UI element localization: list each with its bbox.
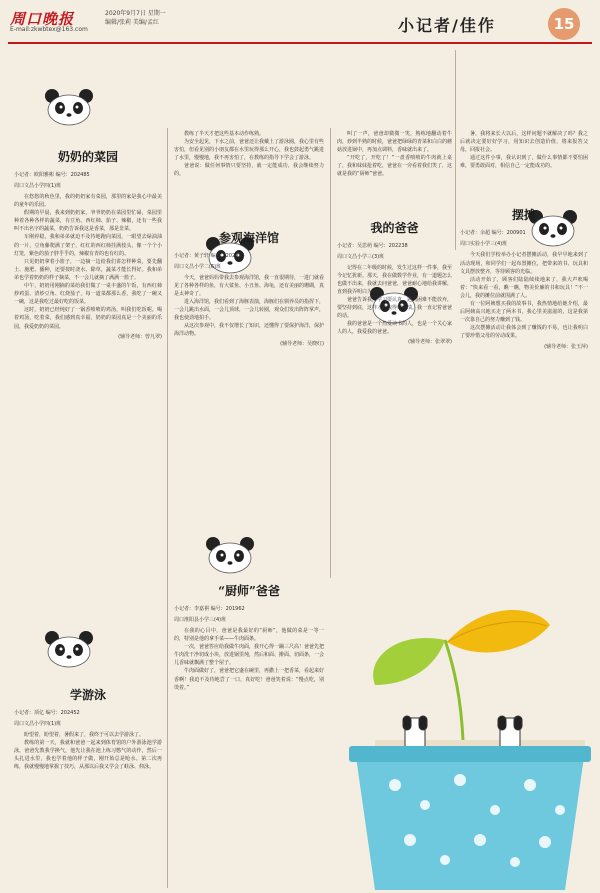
- article-author: 小记者：吴思萌 编号：202238: [337, 242, 408, 249]
- article-school: 周口文昌小学三(3)班: [337, 253, 385, 260]
- paragraph: 牛肉面做好了，爸爸把它盛在碗里，再撒上一把香菜，看起来好香啊！我迫不及待地尝了一口，真好吃！爸爸笑着说：“慢点吃，别烫着。”: [174, 668, 324, 691]
- paragraph: 中午，奶奶用刚摘的菜给我们做了一桌丰盛的午饭，有西红柿炒鸡蛋、清炒豆角、红烧茄子，每一道菜都那么香，我吃了一碗又一碗，这是我吃过最好吃的饭菜。: [14, 283, 162, 306]
- article-school: 周口文昌小学四(1)班: [14, 721, 62, 727]
- paragraph: 一次，爸爸答应给我做牛肉面，我开心得一蹦三尺高！爸爸先把牛肉洗干净切成小块，放进锅里炖，然后和面、擀面、切面条，一会儿香味就飘满了整个屋子。: [174, 644, 324, 667]
- paragraph: “开吃了，开吃了！”一盘香喷喷的牛肉就上桌了，我和妹妹抢着吃，爸爸在一旁看着我们笑了，这就是我的“厨师”爸爸。: [337, 155, 452, 178]
- paragraph: 我的爸爸是一个热爱读书的人，也是一个关心家人的人，我爱我的爸爸。: [337, 321, 452, 336]
- paragraph: 只见奶奶拿着小篮子，一边摘一边给我们讲怎样种菜，要先翻土、施肥、播种，还要按时浇水、除草，蔬菜才能长得好。我和弟弟也学着奶奶的样子摘菜，不一会儿就摘了满满一篮子。: [14, 258, 162, 281]
- paragraph: 通过这件小事，我认识到了，做什么事情都不要怕困难，要勇敢面对，相信自己一定能成功的。: [460, 155, 588, 170]
- teacher-note: (辅导老师：张玉萍): [544, 343, 588, 350]
- teacher-note: (辅导老师：吴晓红): [280, 341, 324, 348]
- article-title: 学游泳: [69, 688, 106, 702]
- newspaper-logo: 周口晚报: [10, 10, 75, 28]
- teacher-note: (辅导老师：曾凡翠): [118, 333, 162, 340]
- article-body-continued: [460, 130, 588, 170]
- paragraph: 车刚停稳，我和弟弟就迫不及待地跑向菜园，一眼望去绿油油的一片，豆角藤爬满了架子，红红的西红柿挂满枝头，像一个个小灯笼，紫色的茄子胖乎乎的，辣椒有青的也有红的。: [14, 234, 162, 257]
- email: E-mail:zkwbtex@163.com: [10, 26, 88, 33]
- header-rule: [8, 42, 592, 44]
- paragraph: 这时，奶奶已经炖好了一锅香喷喷的鸡汤，叫我们吃饭呢。喝着鸡汤，吃着菜，我们感到真幸福，奶奶的菜园真是一个美丽的乐园，我爱奶奶的菜园。: [14, 307, 162, 330]
- paragraph: 暑，我将来长大以后，这样问题不就解决了吗？我之后就决定要好好学习，用知识去创造价值，将来报答父母，回报社会。: [460, 131, 588, 154]
- paragraph: 爸爸告诉我，学习要认真，遇到困难不能放弃，要坚持到底，这样才能取得好成绩。我一直记着爸爸的话。: [337, 296, 452, 320]
- article-body: [174, 627, 324, 692]
- article-body-continued: [337, 130, 452, 179]
- paragraph: 在我的心目中，爸爸是我最好的“厨师”，他做的菜是一等一的，特别是他的拿手菜——牛肉面条。: [174, 628, 324, 643]
- article-school: 周口文昌小学二(6)班: [174, 263, 222, 270]
- article-body: [460, 251, 588, 340]
- article-grandma-garden: [14, 148, 162, 640]
- paragraph: 这次摆摊活动让我体会到了赚钱的不易，也让我明白了要珍惜父母的劳动成果。: [460, 325, 588, 340]
- page-header: [0, 0, 600, 60]
- section-title: 小记者/佳作: [398, 16, 496, 35]
- article-author: 小记者：项亿 编号：202452: [14, 710, 80, 716]
- paragraph: 今天，爸爸妈妈带我去参观海洋馆，我一直很期待，一进门就看见了各种各样的鱼，有大鲨鱼、小丑鱼、海龟，还有美丽的珊瑚，真是太神奇了。: [174, 274, 324, 297]
- paragraph: 为安全起见，下水之前，爸爸还让我戴上了游泳圈，我心里有些害怕，但看见别的小朋友都在水里玩得那么开心，我也鼓起勇气跳进了水里，慢慢地，我不再害怕了，在教练的指导下学会了游泳。: [174, 139, 324, 162]
- article-stall: [460, 130, 588, 580]
- article-school: 周口淮阳县小学三(4)班: [174, 617, 227, 623]
- paragraph: 爸爸说：做任何事情只要坚持，就一定能成功，我会继续努力的。: [174, 163, 324, 178]
- article-title: 我的爸爸: [370, 220, 419, 235]
- paragraph: 教练了半天才把这些基本动作练熟。: [184, 131, 265, 137]
- column-divider: [330, 128, 331, 578]
- paragraph: 假期的早晨，我来到奶奶家，爷爷奶奶在菜园里忙碌，菜园里种着各种各样的蔬菜，有豆角、西红柿、茄子、辣椒，还有一些我叫不出名字的蔬菜，奶奶告诉我这是香菜，那是韭菜。: [14, 210, 162, 233]
- paragraph: 在悠悠的秋色里，我的奶奶家有菜园，那里的家是我心中最美的童年的乐园。: [14, 194, 162, 209]
- article-learn-swim: [14, 686, 162, 886]
- panda-icon: [40, 84, 98, 126]
- paragraph: 从这次参观中，我不仅增长了知识，还懂得了要保护海洋，保护海洋动物。: [174, 323, 324, 338]
- article-body-continued: [174, 130, 324, 179]
- article-title: 摆摊: [511, 208, 536, 223]
- article-author: 小记者：余超 编号：200901: [460, 230, 526, 237]
- panda-icon: [201, 532, 259, 574]
- paragraph: 有一位阿姨想买我的故事书，我热情地给她介绍，最后阿姨高兴地买走了两本书，我心里美滋滋的，这是我第一次靠自己的努力赚到了钱。: [460, 301, 588, 324]
- article-title: 参观海洋馆: [218, 230, 279, 245]
- issue-meta: [105, 9, 166, 27]
- page-number: 15: [548, 8, 580, 40]
- article-author: 小记者：李嘉祺 编号：201962: [174, 606, 245, 612]
- paragraph: 进入海洋馆，我们看到了海豚表演，海豚们在驯养员的指挥下，一会儿跳出水面，一会儿顶球，一会儿转圈，观众们发出阵阵掌声，我也使劲地拍手。: [174, 298, 324, 322]
- plant-pot-illustration: [335, 590, 595, 890]
- article-body: [14, 731, 162, 771]
- paragraph: 教练的第一天，我就和爸爸一起来到体育馆的户外游泳池学游泳，爸爸先教我学换气，他先让我在池上练习憋气的动作，然后一头扎进水里，我也学着他的样子做，刚开始总是呛水。第二次再练，我就慢慢地掌握了技巧，从那以后我又学会了蛙泳、仰泳。: [14, 740, 162, 771]
- column-divider: [167, 128, 168, 888]
- article-body: [14, 193, 162, 331]
- article-author: 小记者：黄子轩 编号：202393: [174, 252, 245, 259]
- article-title: “厨师”爸爸: [218, 584, 280, 598]
- paragraph: 记得在二年级的时候，发生过这样一件事，我至今记忆犹新。那天，我在做数学作业，有一道题怎么也做不出来，我就去问爸爸，爸爸耐心地给我讲解，直到我弄明白为止。: [337, 264, 452, 295]
- article-aquarium: [174, 130, 324, 520]
- paragraph: 今天我们学校举办小记者摆摊活动，我早早地来到了活动现场，和同学们一起布置摊位，把带来的书、玩具和文具摆放整齐，等待顾客的光临。: [460, 252, 588, 275]
- article-body: [337, 264, 452, 337]
- article-my-dad: [337, 130, 452, 570]
- editor-credit: 编辑/张莉 美编/孟红: [105, 19, 159, 26]
- paragraph: 盼望着，盼望着，暑假来了，我终于可以去学游泳了。: [24, 732, 145, 738]
- article-body: [174, 274, 324, 339]
- article-author: 小记者：欧阳雅彬 编号：202485: [14, 172, 90, 178]
- article-school: 周口实验小学三(4)班: [460, 241, 508, 248]
- article-title: 奶奶的菜园: [57, 150, 118, 164]
- column-divider: [455, 50, 456, 250]
- article-school: 周口文昌小学四(1)班: [14, 183, 62, 189]
- issue-date: 2020年9月7日 星期一: [105, 10, 166, 17]
- paragraph: 叫了一声，爸爸却微微一笑，熟练地翻动着牛肉，炒到半熟的时候，爸爸把绿绿的青菜和白白的蘑菇放进锅中，再加点调料，香味就出来了。: [337, 131, 452, 154]
- teacher-note: (辅导老师：张翠翠): [408, 339, 452, 346]
- paragraph: 活动开始了，顾客们陆陆续续地来了，我大声吆喝着：“快来看一看，瞧一瞧，物美价廉的书和玩具！”不一会儿，我的摊位前就围满了人。: [460, 276, 588, 299]
- article-chef-dad: [174, 582, 324, 882]
